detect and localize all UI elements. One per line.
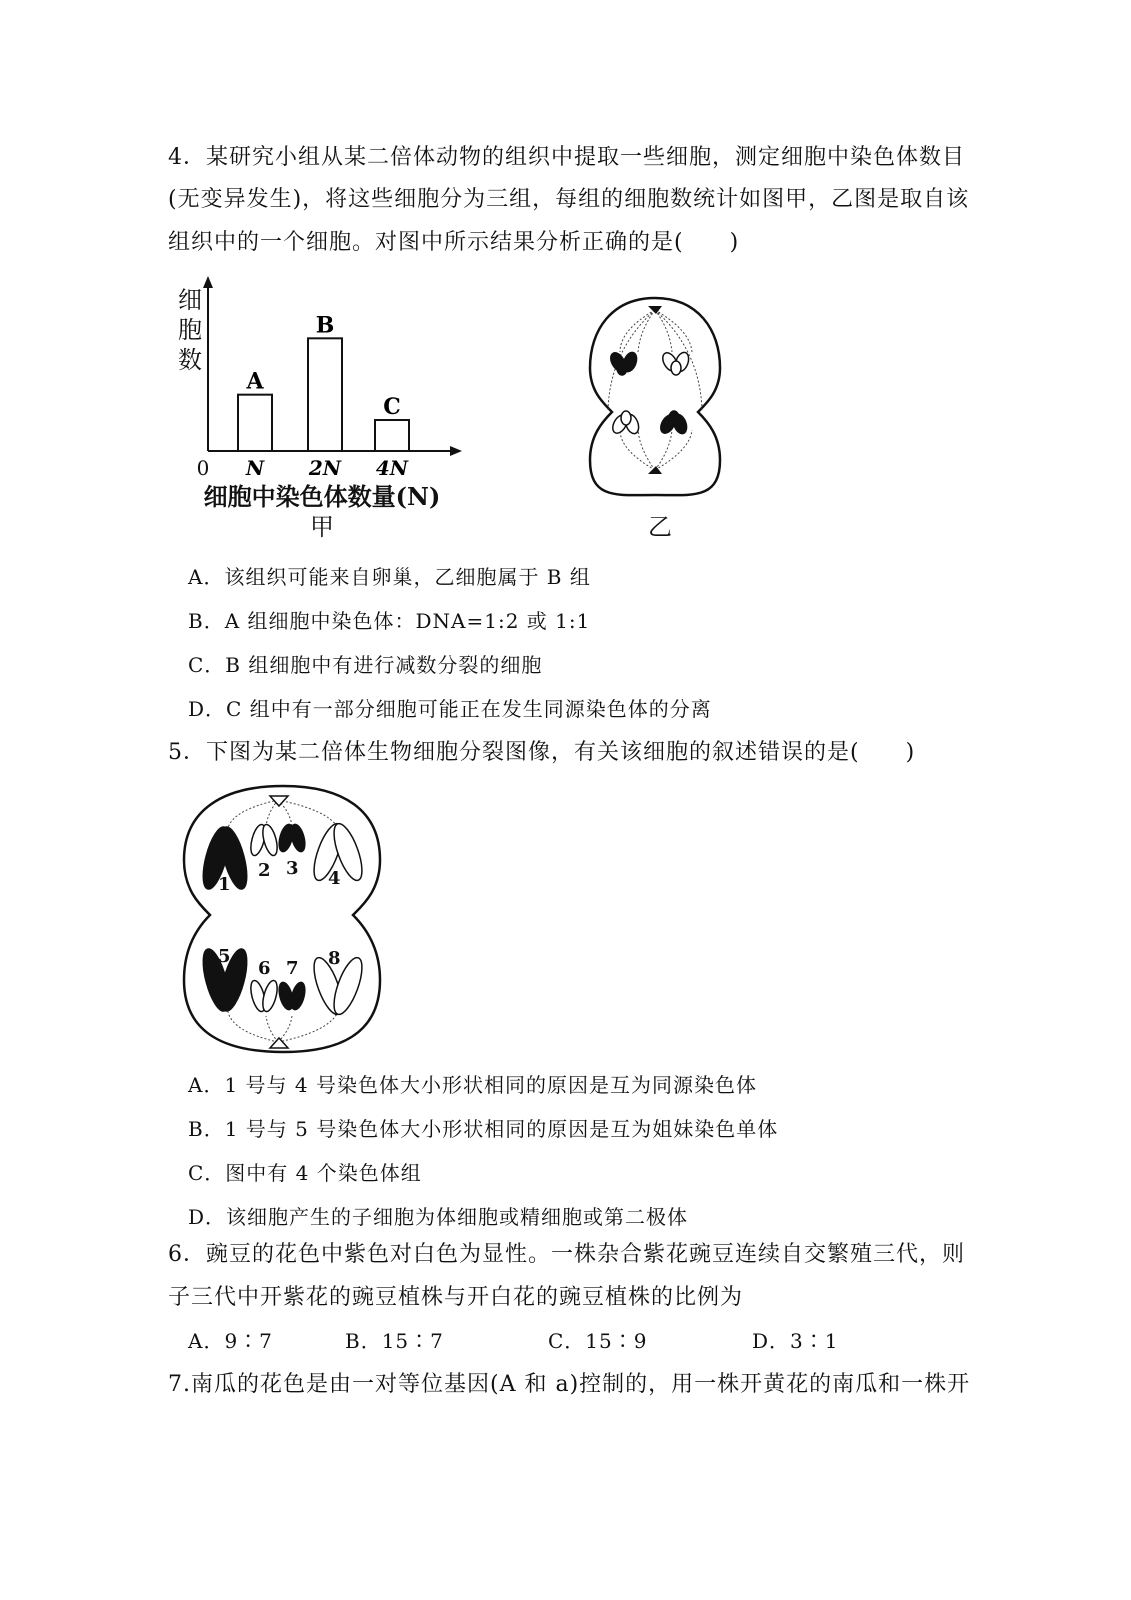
q4-option-c: C．B 组细胞中有进行减数分裂的细胞	[188, 653, 543, 677]
q6-stem-line-2: 子三代中开紫花的豌豆植株与开白花的豌豆植株的比例为	[168, 1285, 744, 1310]
q6-option-c: C．15∶9	[548, 1329, 648, 1353]
x-axis-arrow	[450, 446, 462, 456]
chromosome-label-3: 3	[286, 858, 299, 879]
x-axis-label: 细胞中染色体数量(N)	[203, 482, 441, 511]
chromosome-label-6: 6	[258, 958, 271, 979]
q5-centrosome-bottom	[270, 1038, 288, 1048]
q6-option-b: B．15∶7	[345, 1329, 444, 1353]
chromosome-label-2: 2	[258, 860, 271, 881]
y-axis-label: 细胞数	[178, 286, 202, 374]
q4-option-d: D．C 组中有一部分细胞可能正在发生同源染色体的分离	[188, 697, 712, 721]
q4-stem-line-2: (无变异发生)，将这些细胞分为三组，每组的细胞数统计如图甲，乙图是取自该	[168, 187, 970, 212]
q5-option-d: D．该细胞产生的子细胞为体细胞或精细胞或第二极体	[188, 1205, 689, 1229]
figure-jia-bar-chart	[170, 270, 480, 555]
q5-option-c: C．图中有 4 个染色体组	[188, 1161, 422, 1185]
q7-stem-line-1: 7.南瓜的花色是由一对等位基因(A 和 a)控制的，用一株开黄花的南瓜和一株开	[168, 1372, 971, 1397]
chromosome-label-5: 5	[218, 946, 231, 967]
q5-option-b: B．1 号与 5 号染色体大小形状相同的原因是互为姐妹染色单体	[188, 1117, 779, 1141]
origin-label: 0	[196, 456, 210, 480]
spindle-fibers	[608, 310, 702, 470]
figure-q5-cell-diagram	[178, 780, 388, 1058]
upper-chromosomes	[608, 350, 691, 375]
x-tick-label-2N: 2N	[308, 456, 342, 480]
bar-C	[375, 420, 409, 451]
bar-B	[308, 338, 342, 451]
bar-A	[238, 395, 272, 451]
chromosome-label-7: 7	[286, 958, 299, 979]
q6-option-a: A．9∶7	[188, 1329, 273, 1353]
figure-jia-caption: 甲	[310, 513, 334, 541]
bar-label-B: B	[315, 312, 335, 339]
figure-yi-cell-diagram	[580, 290, 730, 545]
lower-chromosomes	[610, 411, 689, 436]
x-tick-label-4N: 4N	[375, 456, 409, 480]
figure-yi-caption: 乙	[648, 513, 672, 541]
q6-stem-line-1: 6．豌豆的花色中紫色对白色为显性。一株杂合紫花豌豆连续自交繁殖三代，则	[168, 1242, 965, 1267]
q4-stem-line-1: 4．某研究小组从某二倍体动物的组织中提取一些细胞，测定细胞中染色体数目	[168, 145, 965, 170]
chromosome-label-1: 1	[218, 874, 231, 895]
bar-label-A: A	[246, 368, 264, 395]
x-tick-label-N: N	[245, 456, 265, 480]
y-axis-arrow	[203, 276, 213, 288]
q5-cell-membrane	[184, 786, 380, 1052]
q5-stem: 5．下图为某二倍体生物细胞分裂图像，有关该细胞的叙述错误的是( )	[168, 740, 916, 765]
chromosome-label-4: 4	[328, 868, 341, 889]
q4-option-b: B．A 组细胞中染色体：DNA=1:2 或 1:1	[188, 609, 591, 633]
q6-option-d: D．3∶1	[752, 1329, 839, 1353]
q4-option-a: A．该组织可能来自卵巢，乙细胞属于 B 组	[188, 565, 591, 589]
chromosome-label-8: 8	[328, 948, 341, 969]
q4-stem-line-3: 组织中的一个细胞。对图中所示结果分析正确的是( )	[168, 230, 740, 255]
bar-label-C: C	[383, 394, 401, 421]
q5-option-a: A．1 号与 4 号染色体大小形状相同的原因是互为同源染色体	[188, 1073, 757, 1097]
